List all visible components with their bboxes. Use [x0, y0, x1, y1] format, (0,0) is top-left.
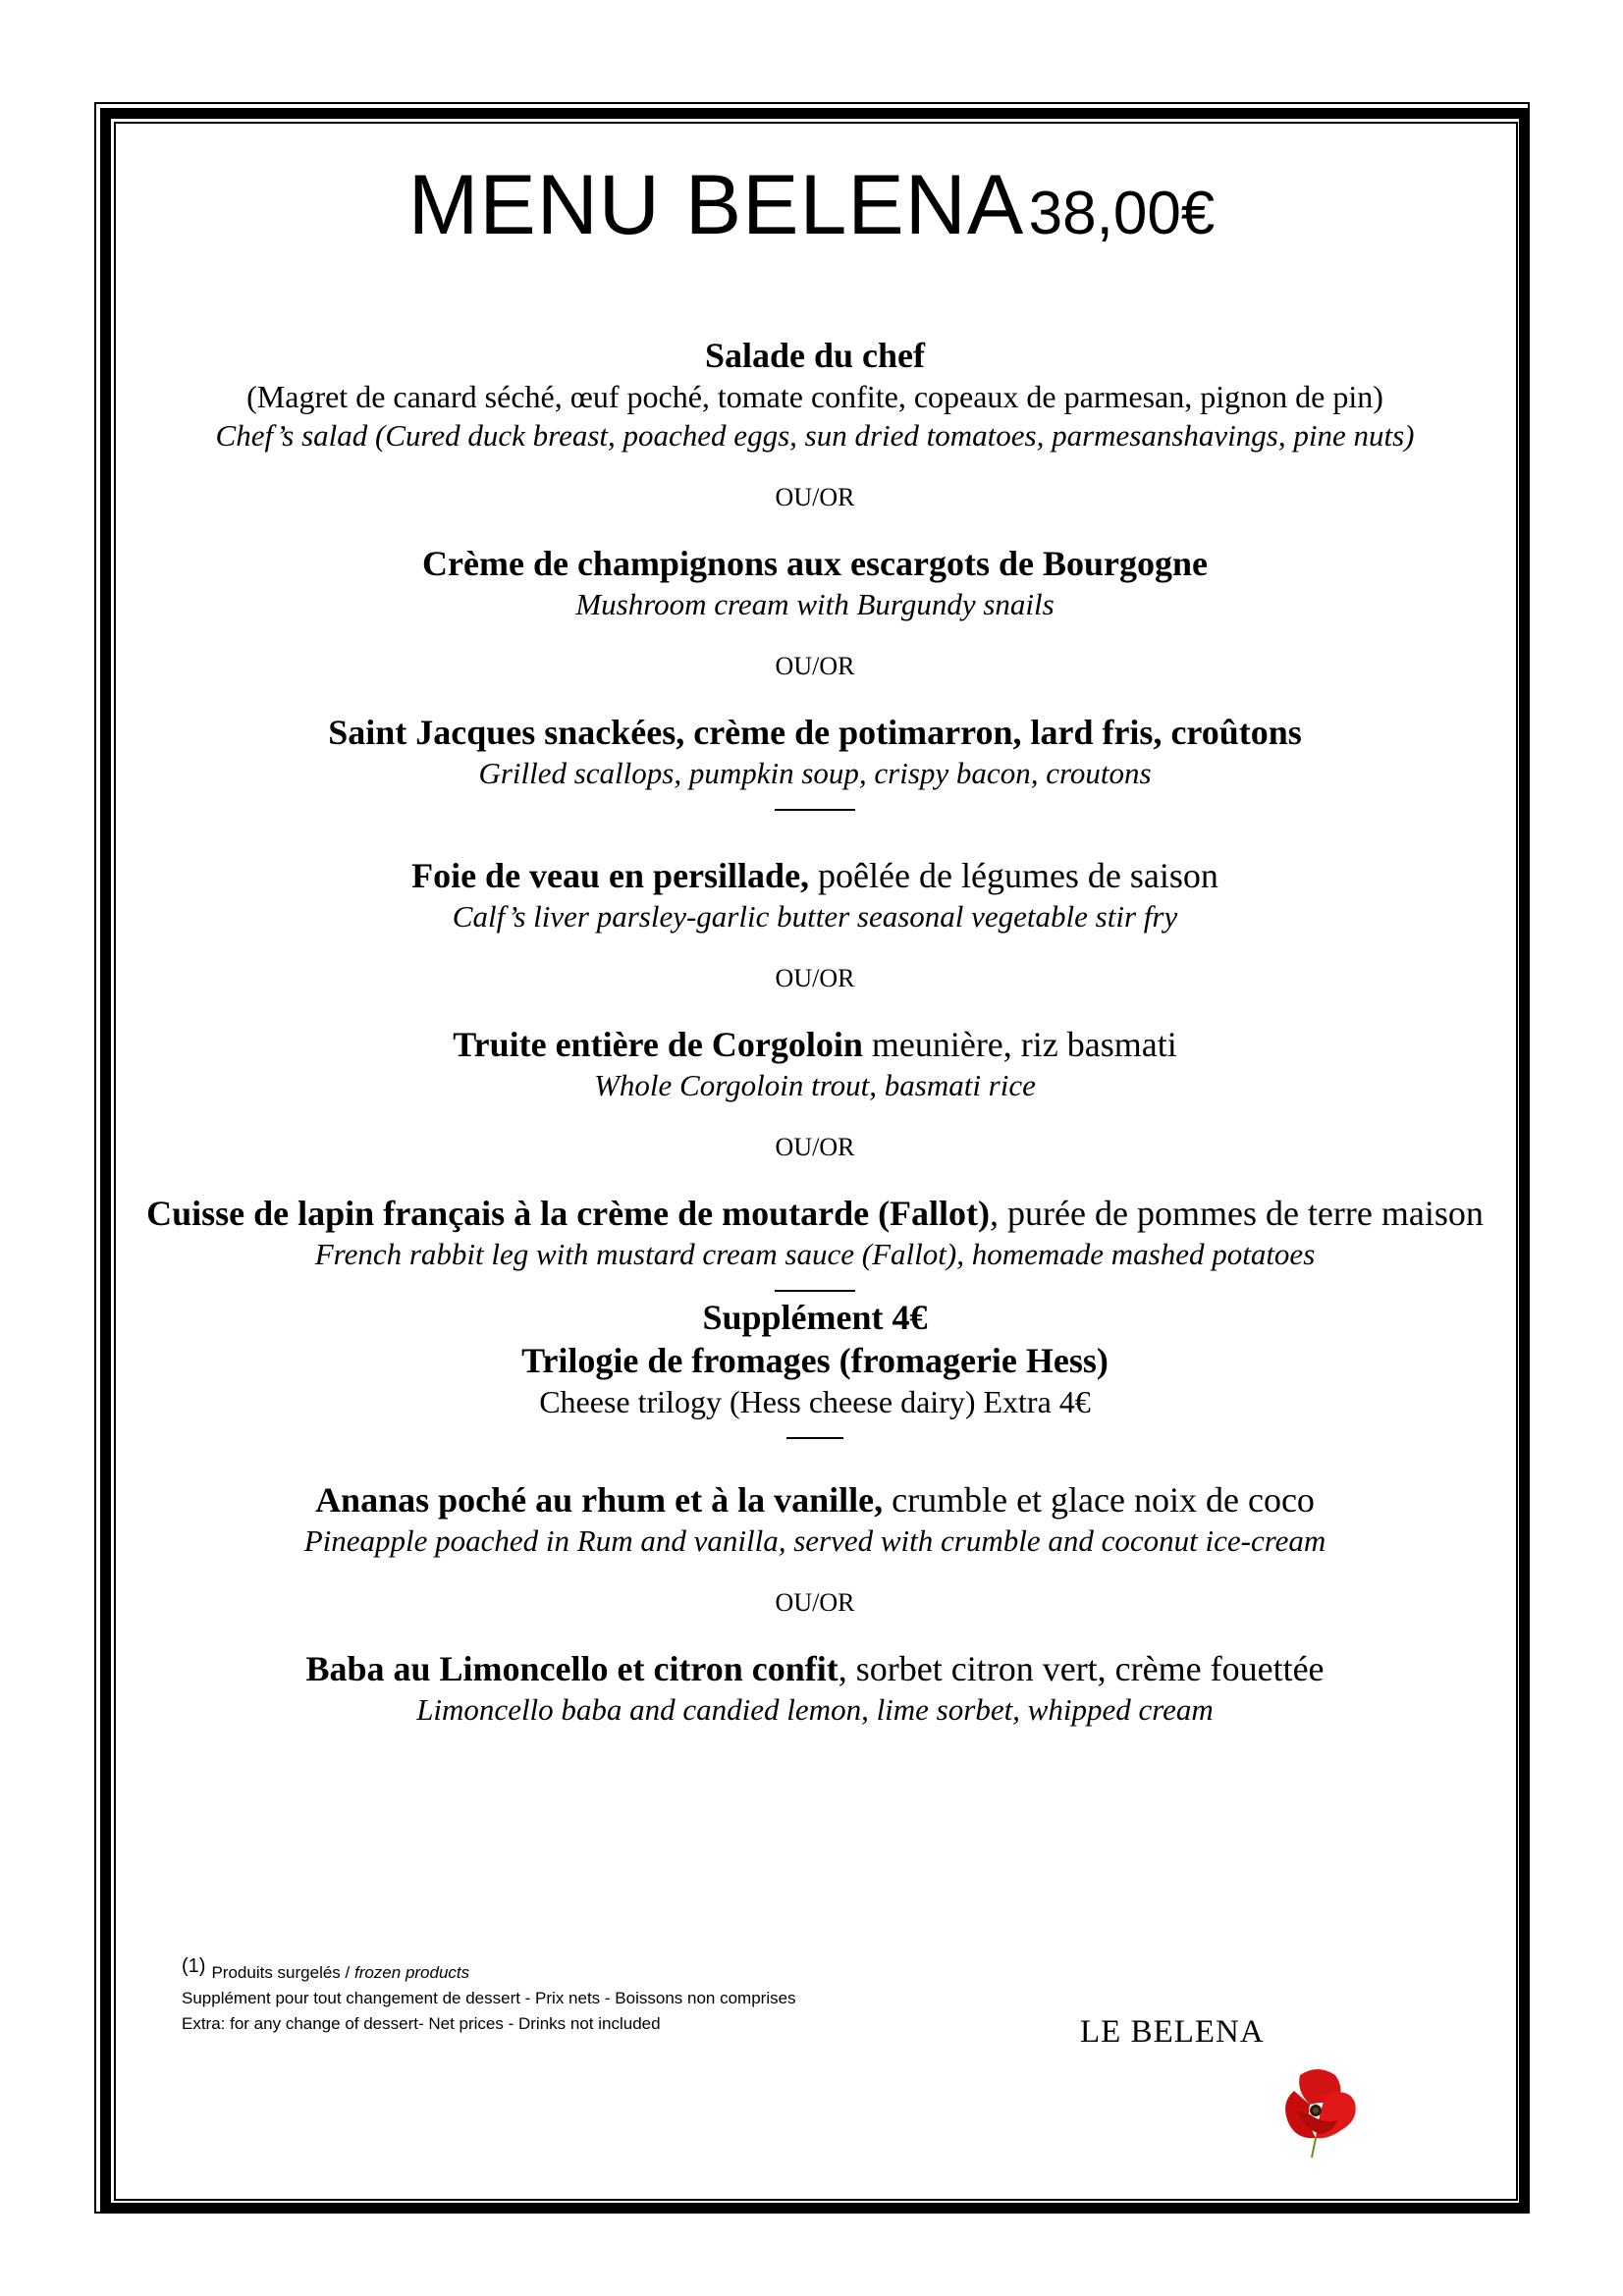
- dish-description-en: Calf’s liver parsley-garlic butter seasonal vegetable stir fry: [452, 899, 1178, 934]
- dish-name-bold: Ananas poché au rhum et à la vanille,: [315, 1480, 884, 1520]
- dish-description-en: Chef’s salad (Cured duck breast, poached eggs, sun dried tomatoes, parmesanshavings, pine nuts): [215, 418, 1415, 453]
- dessert-1: [128, 1478, 1502, 1561]
- dish-description-en: French rabbit leg with mustard cream sauce (Fallot), homemade mashed potatoes: [314, 1237, 1316, 1271]
- or-separator: OU/OR: [775, 483, 855, 511]
- restaurant-name: LE BELENA: [1080, 2014, 1265, 2050]
- menu-title-text: MENU BELENA: [407, 158, 1025, 252]
- dish-name: [128, 1023, 1502, 1066]
- or-separator: OU/OR: [775, 652, 855, 680]
- dish-name-bold: Salade du chef: [704, 336, 926, 375]
- dish-name-bold: Crème de champignons aux escargots de Bourgogne: [422, 544, 1208, 583]
- main-1: [128, 854, 1502, 936]
- dish-name: [137, 1192, 1492, 1235]
- footnote: [182, 1953, 796, 2037]
- course-divider: [128, 1274, 1502, 1296]
- supplement-label: Supplément 4€: [702, 1298, 928, 1337]
- dish-name-rest: , sorbet citron vert, crème fouettée: [838, 1649, 1325, 1688]
- dish-name-bold: Saint Jacques snackées, crème de potimarron, lard fris, croûtons: [328, 713, 1302, 752]
- cheese-name: [128, 1339, 1502, 1382]
- footnote-frozen-fr: Produits surgelés /: [211, 1963, 354, 1982]
- or-separator: OU/OR: [775, 964, 855, 992]
- dish-name-bold: Foie de veau en persillade,: [411, 856, 810, 895]
- cheese-supplement: [128, 1296, 1502, 1339]
- dish-name-rest: meunière, riz basmati: [862, 1025, 1177, 1064]
- main-3: [128, 1192, 1502, 1274]
- dish-description-en: Pineapple poached in Rum and vanilla, served with crumble and coconut ice-cream: [303, 1523, 1326, 1558]
- cheese-description-en: Cheese trilogy (Hess cheese dairy) Extra 4€: [539, 1384, 1091, 1419]
- footnote-supplement-en: Extra: for any change of dessert- Net prices - Drinks not included: [182, 2014, 661, 2033]
- or-separator: OU/OR: [775, 1588, 855, 1617]
- starter-2: [128, 542, 1502, 624]
- footnote-marker: (1): [182, 1955, 206, 1977]
- poppy-stem: [1312, 2138, 1316, 2158]
- dish-description-en: Limoncello baba and candied lemon, lime sorbet, whipped cream: [416, 1692, 1214, 1727]
- dish-name: [128, 711, 1502, 754]
- footnote-supplement-fr: Supplément pour tout changement de dessert - Prix nets - Boissons non comprises: [182, 1989, 796, 2007]
- dish-name: [128, 1647, 1502, 1690]
- dish-name-bold: Baba au Limoncello et citron confit: [305, 1649, 839, 1688]
- dish-description-en: Mushroom cream with Burgundy snails: [575, 587, 1055, 621]
- dish-name: [128, 1478, 1502, 1522]
- dish-name-rest: crumble et glace noix de coco: [883, 1480, 1315, 1520]
- or-separator: OU/OR: [775, 1133, 855, 1161]
- dish-name-rest: poêlée de légumes de saison: [809, 856, 1218, 895]
- dish-name: [128, 854, 1502, 897]
- footnote-frozen: [182, 1953, 796, 1986]
- menu-title: [0, 157, 1623, 254]
- dish-name-bold: Truite entière de Corgoloin: [453, 1025, 863, 1064]
- menu-price: 38,00€: [1028, 180, 1216, 247]
- dish-description-en: Whole Corgoloin trout, basmati rice: [594, 1068, 1036, 1102]
- starter-3: [128, 711, 1502, 793]
- course-divider: [128, 793, 1502, 825]
- cheese-course: [128, 1296, 1502, 1421]
- footnote-frozen-en: frozen products: [353, 1963, 470, 1982]
- dish-description-fr: (Magret de canard séché, œuf poché, tomate confite, copeaux de parmesan, pignon de pin): [246, 379, 1383, 414]
- cheese-name-bold: Trilogie de fromages (fromagerie Hess): [521, 1341, 1109, 1380]
- menu-content: [128, 334, 1502, 1730]
- course-divider: [128, 1421, 1502, 1453]
- dessert-2: [128, 1647, 1502, 1730]
- dish-name-rest: , purée de pommes de terre maison: [990, 1194, 1484, 1233]
- starter-1: [128, 334, 1502, 455]
- dish-name: [128, 334, 1502, 377]
- dish-name: [128, 542, 1502, 585]
- dish-description-en: Grilled scallops, pumpkin soup, crispy bacon, croutons: [478, 756, 1152, 790]
- main-2: [128, 1023, 1502, 1105]
- dish-name-bold: Cuisse de lapin français à la crème de moutarde (Fallot): [146, 1194, 991, 1233]
- poppy-flower-icon: [1267, 2061, 1365, 2160]
